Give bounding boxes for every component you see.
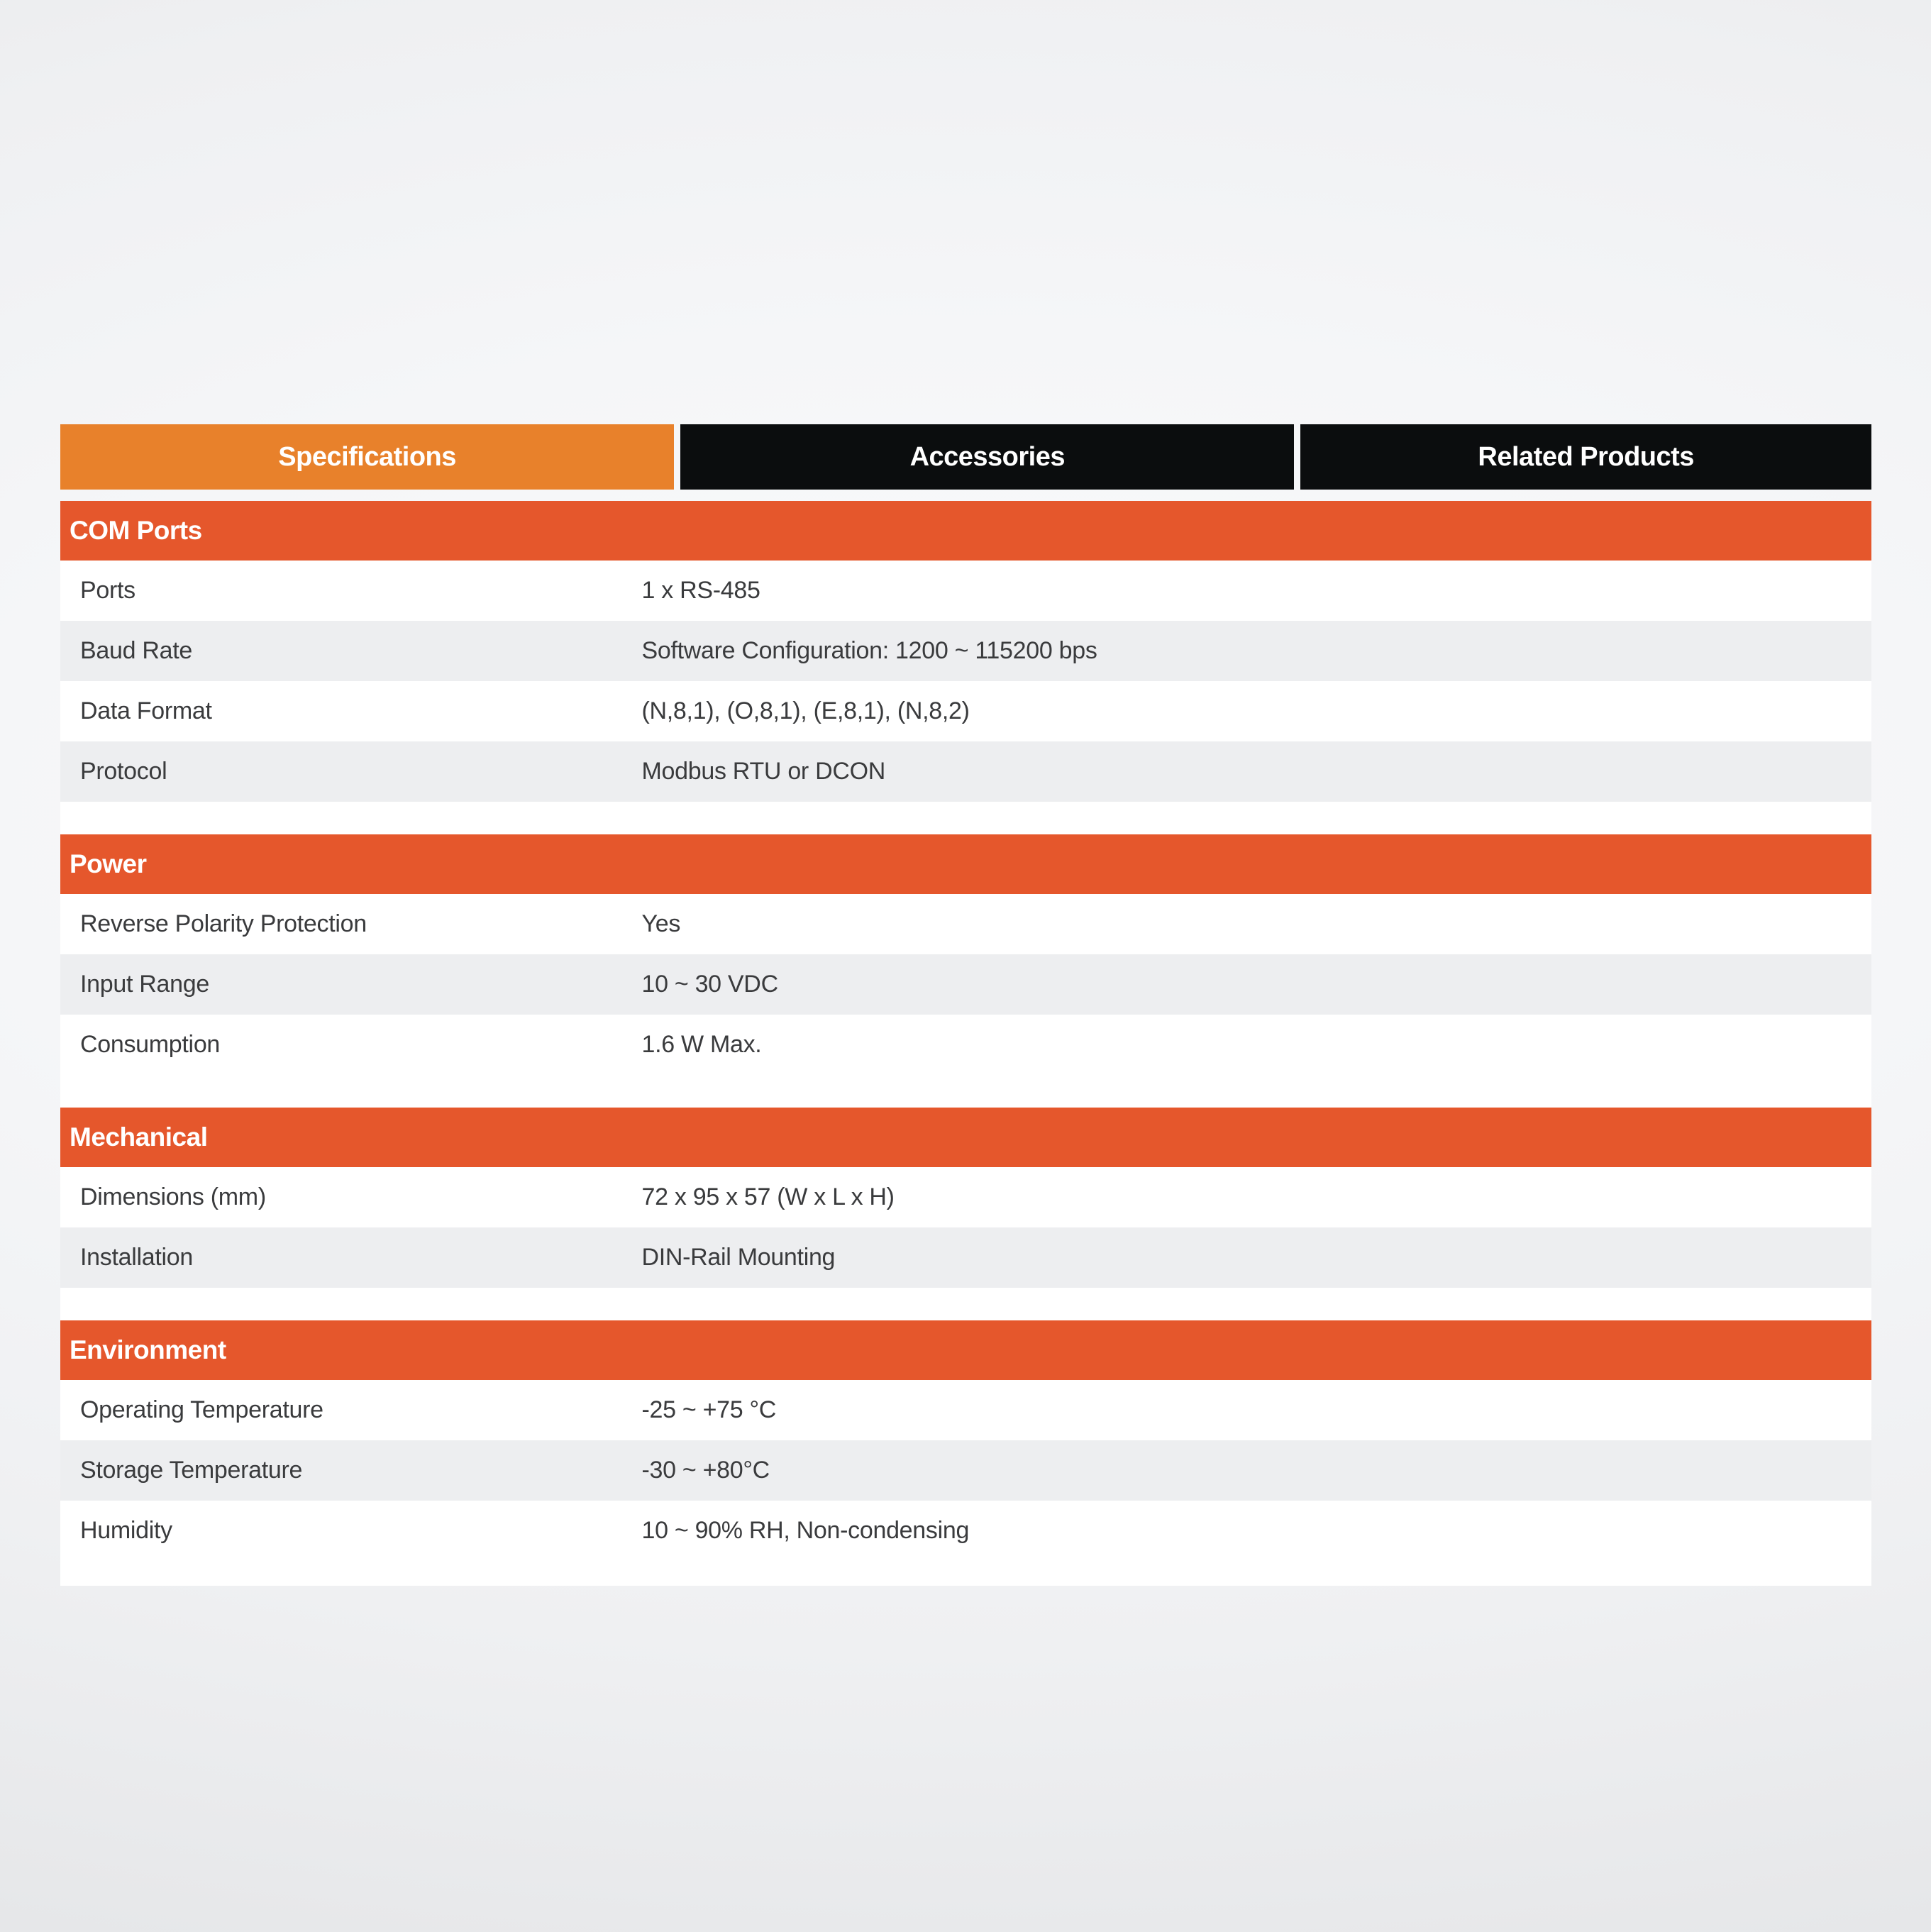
- tab-related-products[interactable]: [1300, 424, 1871, 490]
- section-com-ports: [60, 501, 1871, 802]
- spec-label: Ports: [80, 577, 135, 604]
- spec-label: Protocol: [80, 758, 167, 785]
- section-power: [60, 834, 1871, 1075]
- spec-row-consumption: [60, 1015, 1871, 1075]
- spec-value: 1.6 W Max.: [641, 1031, 762, 1058]
- spec-label: Dimensions (mm): [80, 1183, 266, 1210]
- tab-label: Related Products: [1478, 441, 1694, 472]
- tab-label: Specifications: [278, 441, 456, 472]
- spec-label: Humidity: [80, 1517, 172, 1544]
- spec-label: Input Range: [80, 971, 209, 998]
- spec-label: Data Format: [80, 697, 212, 724]
- spec-row-protocol: [60, 741, 1871, 802]
- spec-label: Installation: [80, 1244, 193, 1271]
- spec-label: Baud Rate: [80, 637, 192, 664]
- section-header: [60, 1108, 1871, 1167]
- spec-label: Storage Temperature: [80, 1457, 303, 1484]
- spec-row-storage-temperature: [60, 1440, 1871, 1501]
- spec-row-operating-temperature: [60, 1380, 1871, 1440]
- spec-value: -30 ~ +80°C: [641, 1457, 770, 1484]
- section-title: COM Ports: [70, 516, 202, 545]
- spec-row-humidity: [60, 1501, 1871, 1561]
- tab-bar: [60, 424, 1871, 490]
- specifications-table: [60, 501, 1871, 1586]
- spec-value: 10 ~ 90% RH, Non-condensing: [641, 1517, 970, 1544]
- section-mechanical: [60, 1108, 1871, 1288]
- spec-row-installation: [60, 1227, 1871, 1288]
- spec-value: (N,8,1), (O,8,1), (E,8,1), (N,8,2): [641, 697, 970, 724]
- section-header: [60, 501, 1871, 561]
- spec-value: 10 ~ 30 VDC: [641, 971, 778, 998]
- spec-row-input-range: [60, 954, 1871, 1015]
- spec-value: Modbus RTU or DCON: [641, 758, 885, 785]
- section-environment: [60, 1320, 1871, 1561]
- tab-accessories[interactable]: [680, 424, 1294, 490]
- section-header: [60, 834, 1871, 894]
- spec-row-reverse-polarity-protection: [60, 894, 1871, 954]
- spec-value: -25 ~ +75 °C: [641, 1396, 777, 1423]
- spec-label: Operating Temperature: [80, 1396, 323, 1423]
- spec-row-ports: [60, 561, 1871, 621]
- spec-value: Software Configuration: 1200 ~ 115200 bps: [641, 637, 1097, 664]
- section-title: Mechanical: [70, 1122, 208, 1152]
- spec-value: 72 x 95 x 57 (W x L x H): [641, 1183, 895, 1210]
- spec-label: Consumption: [80, 1031, 221, 1058]
- spec-row-baud-rate: [60, 621, 1871, 681]
- spec-row-dimensions-mm: [60, 1167, 1871, 1227]
- spec-value: DIN-Rail Mounting: [641, 1244, 836, 1271]
- spec-label: Reverse Polarity Protection: [80, 910, 367, 937]
- section-title: Environment: [70, 1335, 226, 1364]
- spec-value: 1 x RS-485: [641, 577, 760, 604]
- section-title: Power: [70, 849, 147, 878]
- tab-specifications[interactable]: [60, 424, 674, 490]
- section-header: [60, 1320, 1871, 1380]
- spec-row-data-format: [60, 681, 1871, 741]
- spec-value: Yes: [641, 910, 681, 937]
- tab-label: Accessories: [909, 441, 1065, 472]
